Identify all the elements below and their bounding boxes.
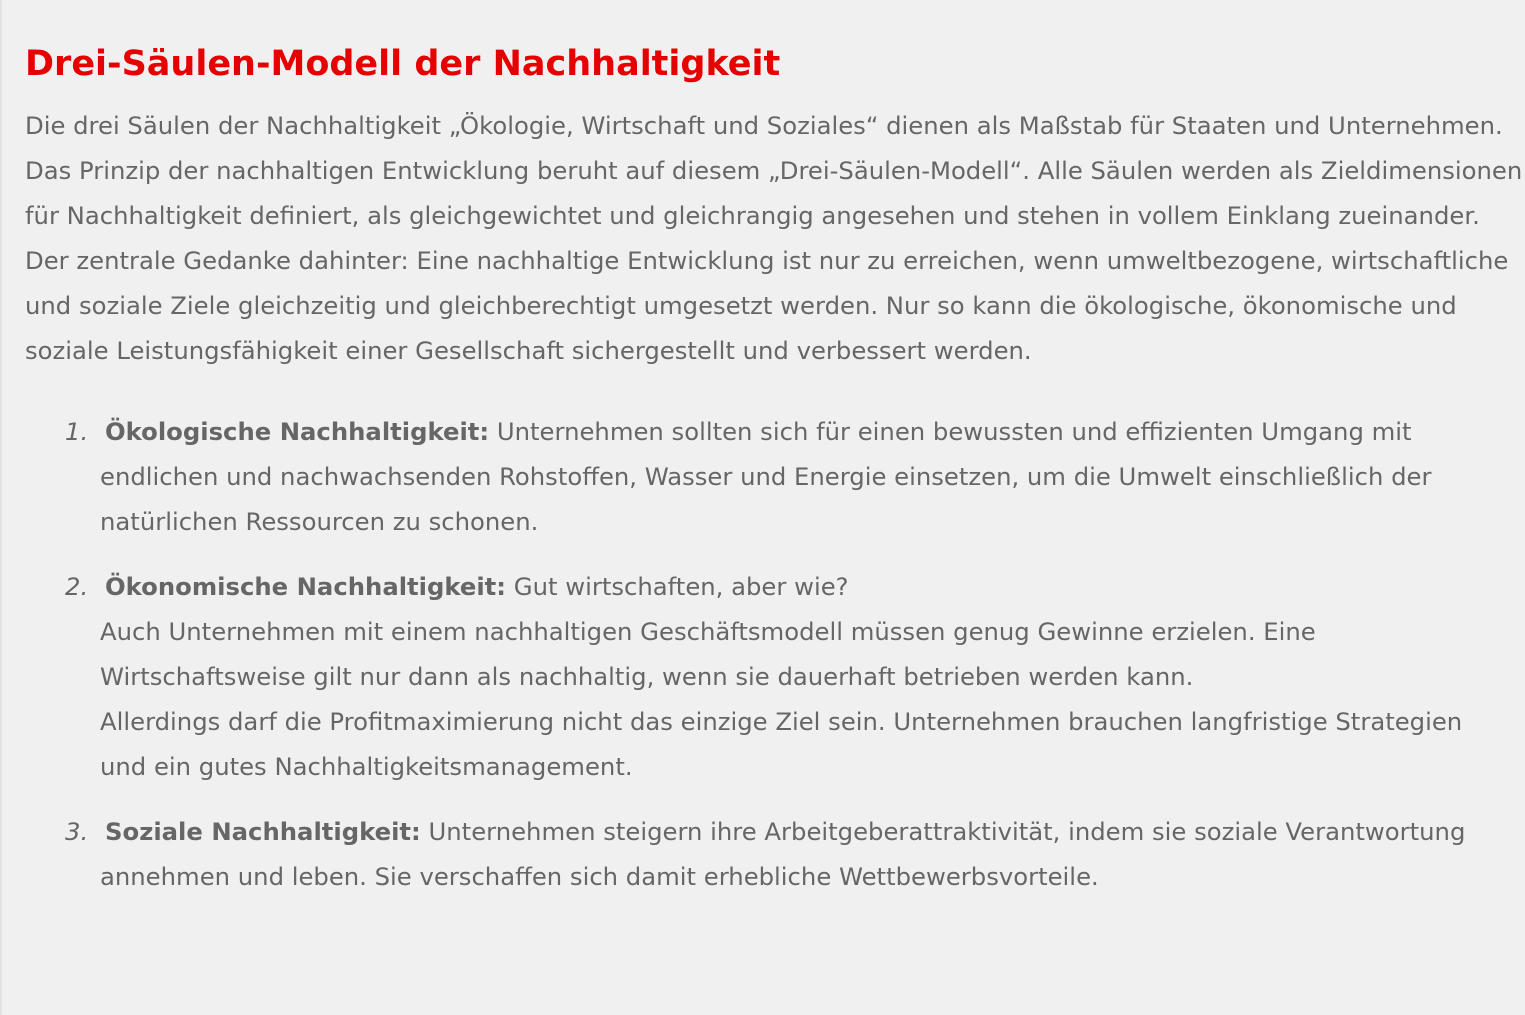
pillar-paragraph: Auch Unternehmen mit einem nachhaltigen Geschäftsmodell müssen genug Gewinne erzielen. Eine Wirtschaftsweise gilt nur dann als nachhaltig, wenn sie dauerhaft betrieben werden kann. [100, 617, 1316, 691]
page-title: Drei-Säulen-Modell der Nachhaltigkeit [25, 44, 781, 84]
pillar-number: 3. [65, 817, 89, 846]
pillar-item-economic [25, 564, 1515, 789]
pillar-number: 1. [65, 417, 89, 446]
intro-paragraph: Die drei Säulen der Nachhaltigkeit „Ökologie, Wirtschaft und Soziales“ dienen als Maßstab für Staaten und Unternehmen. Das Prinzip der nachhaltigen Entwicklung beruht auf diesem „Drei-Säulen-Modell“. Alle Säulen werden als Zieldimensionen für Nachhaltigkeit definiert, als gleichgewichtet und gleichrangig angesehen und stehen in vollem Einklang zueinander. Der zentrale Gedanke dahinter: Eine nachhaltige Entwicklung ist nur zu erreichen, wenn umweltbezogene, wirtschaftliche und soziale Ziele gleichzeitig und gleichberechtigt umgesetzt werden. Nur so kann die ökologische, ökonomische und soziale Leistungsfähigkeit einer Gesellschaft sichergestellt und verbessert werden. [25, 111, 1523, 365]
pillar-text: Unternehmen sollten sich für einen bewussten und effizienten Umgang mit endlichen und nachwachsenden Rohstoffen, Wasser und Energie einsetzen, um die Umwelt einschließlich der natürlichen Ressourcen zu schonen. [100, 417, 1432, 536]
pillar-item-ecological [25, 409, 1515, 544]
pillar-heading: Soziale Nachhaltigkeit: [105, 817, 421, 846]
pillar-text: Unternehmen steigern ihre Arbeitgeberattraktivität, indem sie soziale Verantwortung annehmen und leben. Sie verschaffen sich damit erhebliche Wettbewerbsvorteile. [100, 817, 1466, 891]
pillar-text: Gut wirtschaften, aber wie? [506, 572, 849, 601]
pillar-item-social [25, 809, 1515, 899]
pillar-heading: Ökonomische Nachhaltigkeit: [105, 572, 507, 601]
pillar-paragraph: Allerdings darf die Profitmaximierung nicht das einzige Ziel sein. Unternehmen brauchen langfristige Strategien und ein gutes Nachhaltigkeitsmanagement. [100, 707, 1463, 781]
pillar-heading: Ökologische Nachhaltigkeit: [105, 417, 490, 446]
pillar-number: 2. [65, 572, 89, 601]
pillars-list [25, 409, 1515, 899]
